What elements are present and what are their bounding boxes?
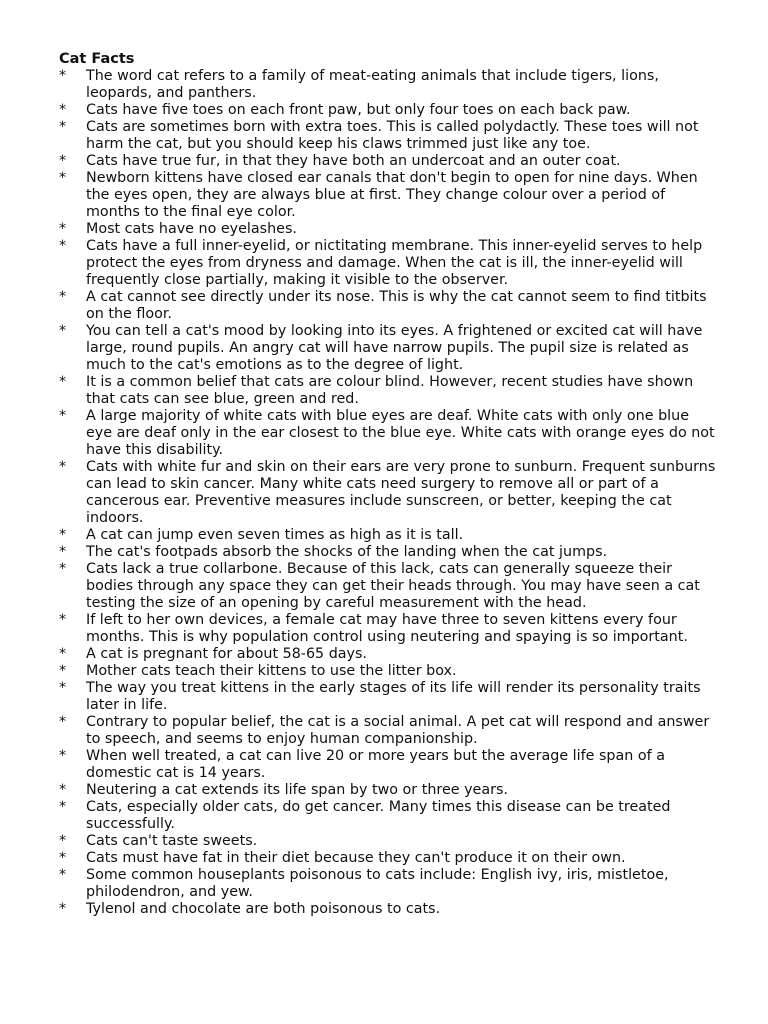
fact-text: Mother cats teach their kittens to use the litter box. bbox=[86, 663, 457, 679]
bullet-marker: * bbox=[59, 748, 67, 764]
fact-text: Cats lack a true collarbone. Because of this lack, cats can generally squeeze their bodies through any space they can get their heads through. You may have seen a cat testing the size of an opening by careful measurement with the head. bbox=[86, 561, 700, 611]
fact-text: If left to her own devices, a female cat may have three to seven kittens every four months. This is why population control using neutering and spaying is so important. bbox=[86, 612, 688, 645]
bullet-marker: * bbox=[59, 323, 67, 339]
fact-text: A cat can jump even seven times as high as it is tall. bbox=[86, 527, 464, 543]
fact-text: Contrary to popular belief, the cat is a social animal. A pet cat will respond and answer to speech, and seems to enjoy human companionship. bbox=[86, 714, 710, 747]
list-item bbox=[59, 459, 719, 527]
fact-text: A cat cannot see directly under its nose. This is why the cat cannot seem to find titbits on the floor. bbox=[86, 289, 707, 322]
fact-text: Cats are sometimes born with extra toes. This is called polydactly. These toes will not harm the cat, but you should keep his claws trimmed just like any toe. bbox=[86, 119, 699, 152]
fact-text: Some common houseplants poisonous to cats include: English ivy, iris, mistletoe, philodendron, and yew. bbox=[86, 867, 669, 900]
bullet-marker: * bbox=[59, 646, 67, 662]
list-item bbox=[59, 867, 719, 901]
list-item bbox=[59, 408, 719, 459]
fact-text: Cats can't taste sweets. bbox=[86, 833, 258, 849]
list-item bbox=[59, 680, 719, 714]
bullet-marker: * bbox=[59, 612, 67, 628]
list-item bbox=[59, 527, 719, 544]
list-item bbox=[59, 102, 719, 119]
bullet-marker: * bbox=[59, 833, 67, 849]
list-item bbox=[59, 833, 719, 850]
fact-text: The cat's footpads absorb the shocks of the landing when the cat jumps. bbox=[86, 544, 608, 560]
bullet-marker: * bbox=[59, 799, 67, 815]
fact-text: Cats must have fat in their diet because they can't produce it on their own. bbox=[86, 850, 626, 866]
bullet-marker: * bbox=[59, 459, 67, 475]
fact-text: A cat is pregnant for about 58-65 days. bbox=[86, 646, 367, 662]
list-item bbox=[59, 323, 719, 374]
fact-text: Most cats have no eyelashes. bbox=[86, 221, 297, 237]
bullet-marker: * bbox=[59, 153, 67, 169]
bullet-marker: * bbox=[59, 408, 67, 424]
bullet-marker: * bbox=[59, 901, 67, 917]
bullet-marker: * bbox=[59, 238, 67, 254]
fact-text: Tylenol and chocolate are both poisonous to cats. bbox=[86, 901, 441, 917]
bullet-marker: * bbox=[59, 561, 67, 577]
bullet-marker: * bbox=[59, 119, 67, 135]
fact-text: Cats, especially older cats, do get cancer. Many times this disease can be treated successfully. bbox=[86, 799, 671, 832]
bullet-marker: * bbox=[59, 714, 67, 730]
bullet-marker: * bbox=[59, 544, 67, 560]
fact-text: Cats have true fur, in that they have both an undercoat and an outer coat. bbox=[86, 153, 621, 169]
list-item bbox=[59, 238, 719, 289]
list-item bbox=[59, 119, 719, 153]
list-item bbox=[59, 374, 719, 408]
document-title: Cat Facts bbox=[59, 51, 135, 67]
bullet-marker: * bbox=[59, 663, 67, 679]
list-item bbox=[59, 170, 719, 221]
fact-text: It is a common belief that cats are colour blind. However, recent studies have shown that cats can see blue, green and red. bbox=[86, 374, 694, 407]
list-item bbox=[59, 748, 719, 782]
bullet-marker: * bbox=[59, 850, 67, 866]
fact-text: You can tell a cat's mood by looking into its eyes. A frightened or excited cat will have large, round pupils. An angry cat will have narrow pupils. The pupil size is related as much to the cat's emotions as to the degree of light. bbox=[86, 323, 703, 373]
list-item bbox=[59, 782, 719, 799]
list-item bbox=[59, 561, 719, 612]
fact-list bbox=[59, 68, 719, 918]
bullet-marker: * bbox=[59, 289, 67, 305]
fact-text: Newborn kittens have closed ear canals that don't begin to open for nine days. When the eyes open, they are always blue at first. They change colour over a period of months to the final eye color. bbox=[86, 170, 698, 220]
bullet-marker: * bbox=[59, 782, 67, 798]
fact-text: Cats with white fur and skin on their ears are very prone to sunburn. Frequent sunburns can lead to skin cancer. Many white cats need surgery to remove all or part of a cancerous ear. Preventive measures include sunscreen, or better, keeping the cat indoors. bbox=[86, 459, 716, 526]
bullet-marker: * bbox=[59, 374, 67, 390]
fact-text: Cats have five toes on each front paw, but only four toes on each back paw. bbox=[86, 102, 631, 118]
list-item bbox=[59, 663, 719, 680]
fact-text: A large majority of white cats with blue eyes are deaf. White cats with only one blue eye are deaf only in the ear closest to the blue eye. White cats with orange eyes do not have this disability. bbox=[86, 408, 715, 458]
fact-text: When well treated, a cat can live 20 or more years but the average life span of a domestic cat is 14 years. bbox=[86, 748, 665, 781]
fact-text: Neutering a cat extends its life span by two or three years. bbox=[86, 782, 508, 798]
fact-text: Cats have a full inner-eyelid, or nictitating membrane. This inner-eyelid serves to help protect the eyes from dryness and damage. When the cat is ill, the inner-eyelid will frequently close partially, making it visible to the observer. bbox=[86, 238, 703, 288]
bullet-marker: * bbox=[59, 527, 67, 543]
list-item bbox=[59, 646, 719, 663]
fact-text: The way you treat kittens in the early stages of its life will render its personality traits later in life. bbox=[86, 680, 701, 713]
fact-text: The word cat refers to a family of meat-eating animals that include tigers, lions, leopards, and panthers. bbox=[86, 68, 659, 101]
bullet-marker: * bbox=[59, 221, 67, 237]
bullet-marker: * bbox=[59, 68, 67, 84]
list-item bbox=[59, 289, 719, 323]
bullet-marker: * bbox=[59, 102, 67, 118]
list-item bbox=[59, 799, 719, 833]
list-item bbox=[59, 612, 719, 646]
list-item bbox=[59, 714, 719, 748]
list-item bbox=[59, 544, 719, 561]
list-item bbox=[59, 68, 719, 102]
list-item bbox=[59, 153, 719, 170]
list-item bbox=[59, 850, 719, 867]
bullet-marker: * bbox=[59, 680, 67, 696]
list-item bbox=[59, 901, 719, 918]
bullet-marker: * bbox=[59, 867, 67, 883]
document-page bbox=[59, 51, 719, 918]
bullet-marker: * bbox=[59, 170, 67, 186]
list-item bbox=[59, 221, 719, 238]
